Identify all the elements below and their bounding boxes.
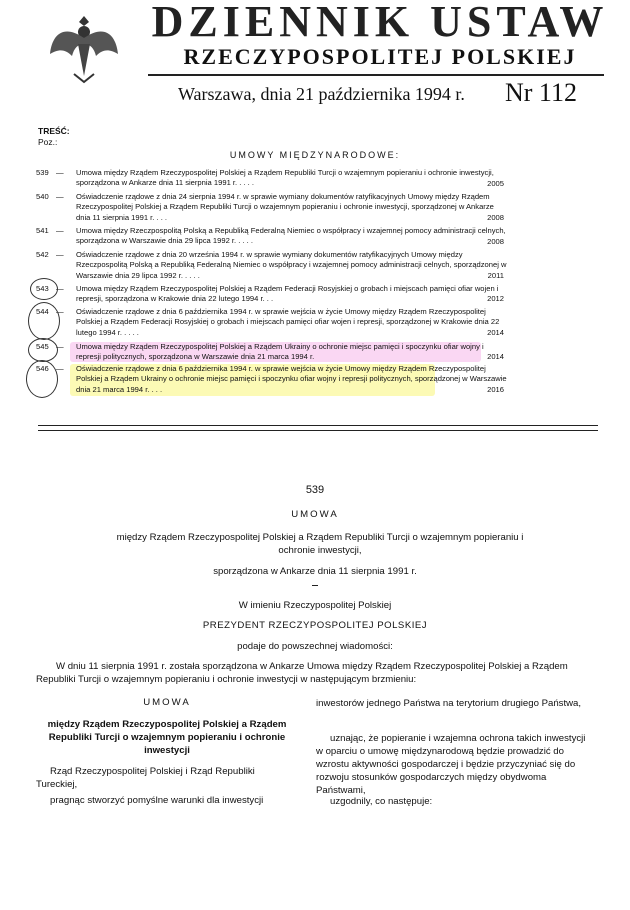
toc-item-page: 2012 (487, 294, 504, 303)
toc-item (36, 250, 508, 281)
doc-number: 539 (305, 484, 325, 496)
toc-item-text: Oświadczenie rządowe z dnia 6 października 1994 r. w sprawie wejścia w życie Umowy między Rządem Rzeczypospolitej Polskiej a Rządem Ukrainy o ochronie miejsc pamięci i spoczynku ofiar wojny i represji politycznych, sporządzonej w Warszawie dnia 21 marca 1994 r. . . . (76, 364, 507, 394)
separator-bottom (38, 430, 598, 431)
toc-item (36, 168, 508, 189)
pen-circle-mark (28, 338, 58, 362)
issue-date: Warszawa, dnia 21 października 1994 r. (178, 84, 465, 104)
toc-item-page: 2014 (487, 328, 504, 337)
toc-item-dash: — (56, 364, 64, 373)
toc-pos-label: Poz.: (38, 137, 58, 147)
eagle-emblem-icon (44, 4, 124, 84)
toc-item-text: Oświadczenie rządowe z dnia 24 sierpnia 1994 r. w sprawie wymiany dokumentów ratyfikacyjnych Umowy między Rządem Rzeczypospolitej Polskiej a Rządem Republiki Turcji o wzajemnym popieraniu i ochronie inwestycji, sporządzonej w Ankarze dnia 11 sierpnia 1991 r. . . . (76, 192, 494, 222)
dash-mark (312, 585, 318, 586)
pen-circle-mark (28, 302, 60, 340)
toc-item-dash: — (56, 192, 64, 201)
left-title: między Rządem Rzeczypospolitej Polskiej a Rządem Republiki Turcji o wzajemnym popieraniu i ochronie inwestycji (47, 719, 287, 756)
toc-item (36, 307, 508, 338)
toc-item (36, 226, 508, 247)
toc-item (36, 342, 508, 363)
toc-item-dash: — (56, 250, 64, 259)
toc-item (36, 192, 508, 223)
toc-item-text: Umowa między Rządem Rzeczypospolitej Polskiej a Rządem Federacji Rosyjskiej o grobach i miejscach pamięci ofiar wojen i represji, sporządzona w Krakowie dnia 22 lutego 1994 r. . . (76, 284, 499, 304)
president-line: PREZYDENT RZECZYPOSPOLITEJ POLSKIEJ (202, 620, 428, 631)
toc-heading: UMOWY MIĘDZYNARODOWE: (229, 150, 401, 160)
toc-item-number: 542 (36, 250, 49, 259)
doc-place-date: sporządzona w Ankarze dnia 11 sierpnia 1991 r. (213, 566, 417, 577)
toc-item-page: 2016 (487, 385, 504, 394)
toc-item-page: 2005 (487, 179, 504, 188)
toc-item-text: Umowa między Rzeczpospolitą Polską a Republiką Federalną Niemiec o współpracy i wzajemnej pomocy administracji celnych, sporządzona w Warszawie dnia 29 lipca 1992 r. . . . . (76, 226, 506, 246)
toc-item-text: Umowa między Rządem Rzeczypospolitej Polskiej a Rządem Ukrainy o ochronie miejsc pamięci i spoczynku ofiar wojny i represji politycznych, sporządzona w Warszawie dnia 21 marca 1994 r. (76, 342, 484, 362)
toc-item-number: 539 (36, 168, 49, 177)
left-paragraph-2: pragnąc stworzyć pomyślne warunki dla inwestycji (50, 795, 264, 806)
pen-circle-mark (30, 278, 58, 300)
toc-item-dash: — (56, 307, 64, 316)
toc-item-dash: — (56, 226, 64, 235)
right-paragraph-3: uzgodnily, co następuje: (330, 796, 433, 807)
announce-line: podaje do powszechnej wiadomości: (237, 641, 393, 652)
toc-item (36, 364, 508, 395)
doc-umowa: UMOWA (291, 509, 339, 520)
toc-item-page: 2014 (487, 352, 504, 361)
doc-title: między Rządem Rzeczypospolitej Polskiej a Rządem Republiki Turcji o wzajemnym popieraniu i ochronie inwestycji, (116, 532, 524, 556)
toc-item-dash: — (56, 284, 64, 293)
separator-top (38, 425, 598, 426)
toc-item-text: Oświadczenie rządowe z dnia 20 września 1994 r. w sprawie wymiany dokumentów ratyfikacyjnych Umowy między Rzeczpospolitą Polską a Republiką Federalną Niemiec o współpracy i wzajemnej pomocy administracji celnych, sporządzonej w Warszawie dnia 29 lipca 1992 r. . . . . (76, 250, 507, 280)
pen-circle-mark (26, 360, 58, 398)
toc-item-number: 544 (36, 307, 49, 316)
toc-item (36, 284, 508, 305)
masthead-rule (148, 74, 604, 76)
left-umowa: UMOWA (143, 697, 191, 708)
toc-item-dash: — (56, 168, 64, 177)
left-paragraph-1: Rząd Rzeczypospolitej Polskiej i Rząd Republiki Tureckiej, (36, 766, 255, 790)
masthead-title: DZIENNIK USTAW (151, 0, 609, 46)
right-paragraph-1: inwestorów jednego Państwa na terytorium drugiego Państwa, (316, 698, 582, 709)
toc-item-dash: — (56, 342, 64, 351)
toc-item-number: 546 (36, 364, 49, 373)
toc-label: TREŚĆ: (38, 126, 70, 136)
toc-item-text: Oświadczenie rządowe z dnia 6 października 1994 r. w sprawie wejścia w życie Umowy między Rządem Rzeczypospolitej Polskiej a Rządem Federacji Rosyjskiej o grobach i miejscach pamięci ofiar wojen i represji, sporządzonej w Krakowie dnia 22 lutego 1994 r. . . . . (76, 307, 500, 337)
toc-item-text: Umowa między Rządem Rzeczypospolitej Polskiej a Rządem Republiki Turcji o wzajemnym popieraniu i ochronie inwestycji, sporządzona w Ankarze dnia 11 sierpnia 1991 r. . . . . (76, 168, 494, 188)
in-name-line: W imieniu Rzeczypospolitej Polskiej (238, 600, 392, 611)
issue-number: Nr 112 (505, 78, 577, 107)
toc-item-number: 541 (36, 226, 49, 235)
toc-item-page: 2008 (487, 213, 504, 222)
toc-item-number: 545 (36, 342, 49, 351)
right-paragraph-2: uznając, że popieranie i wzajemna ochrona takich inwestycji w oparciu o umowę międzynarodową będzie prowadzić do wzrostu aktywności gospodarczej i będzie przyczyniać się do rozwoju stosunków gospodarczych między obydwoma Państwami, (316, 733, 586, 796)
toc-item-page: 2008 (487, 237, 504, 246)
toc-item-page: 2011 (487, 271, 504, 280)
toc-item-number: 543 (36, 284, 49, 293)
intro-paragraph: W dniu 11 sierpnia 1991 r. została sporządzona w Ankarze Umowa między Rządem Rzeczypospolitej Polskiej a Rządem Republiki Turcji o wzajemnym popieraniu i ochronie inwestycji w następującym brzmieniu: (36, 661, 568, 685)
masthead-subtitle: RZECZYPOSPOLITEJ POLSKIEJ (183, 44, 577, 69)
toc-item-number: 540 (36, 192, 49, 201)
